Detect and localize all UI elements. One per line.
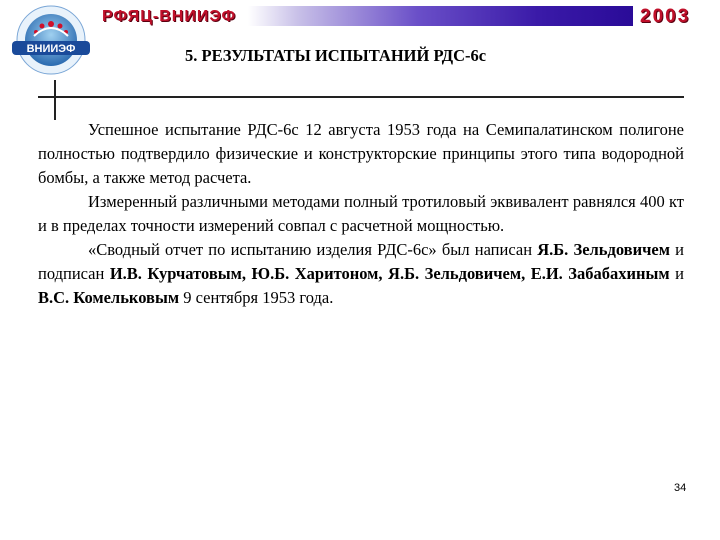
vniief-logo: [4, 2, 98, 78]
paragraph-3: [38, 238, 684, 310]
logo-text: ВНИИЭФ: [26, 43, 76, 55]
p3-bold-komelkov: В.С. Комельковым: [38, 288, 180, 307]
page-number: 34: [674, 482, 687, 494]
slide-body: [38, 118, 684, 310]
p3-text-4: 9 сентября 1953 года.: [179, 288, 334, 307]
paragraph-2: Измеренный различными методами полный тротиловый эквивалент равнялся 400 кт и в пределах точности измерений совпал с расчетной мощностью.: [38, 192, 684, 235]
p3-bold-author: Я.Б. Зельдовичем: [537, 240, 670, 259]
org-name: РФЯЦ-ВНИИЭФ: [102, 8, 237, 25]
p3-text-1: «Сводный отчет по испытанию изделия РДС-6с» был написан: [88, 240, 538, 259]
paragraph-1: Успешное испытание РДС-6с 12 августа 1953 года на Семипалатинском полигоне полностью подтвердило физические и конструкторские принципы этого типа водородной бомбы, а также метод расчета.: [38, 120, 684, 187]
p3-bold-signers: И.В. Курчатовым, Ю.Б. Харитоном, Я.Б. Зельдовичем, Е.И. Забабахиным: [109, 264, 670, 283]
divider-vertical: [54, 80, 56, 120]
p3-text-3: и: [669, 264, 684, 283]
header-year: 2003: [640, 6, 691, 27]
p3-text-2: и подписан: [38, 240, 684, 283]
divider-horizontal: [38, 96, 684, 98]
slide-title: 5. РЕЗУЛЬТАТЫ ИСПЫТАНИЙ РДС-6с: [185, 46, 487, 65]
